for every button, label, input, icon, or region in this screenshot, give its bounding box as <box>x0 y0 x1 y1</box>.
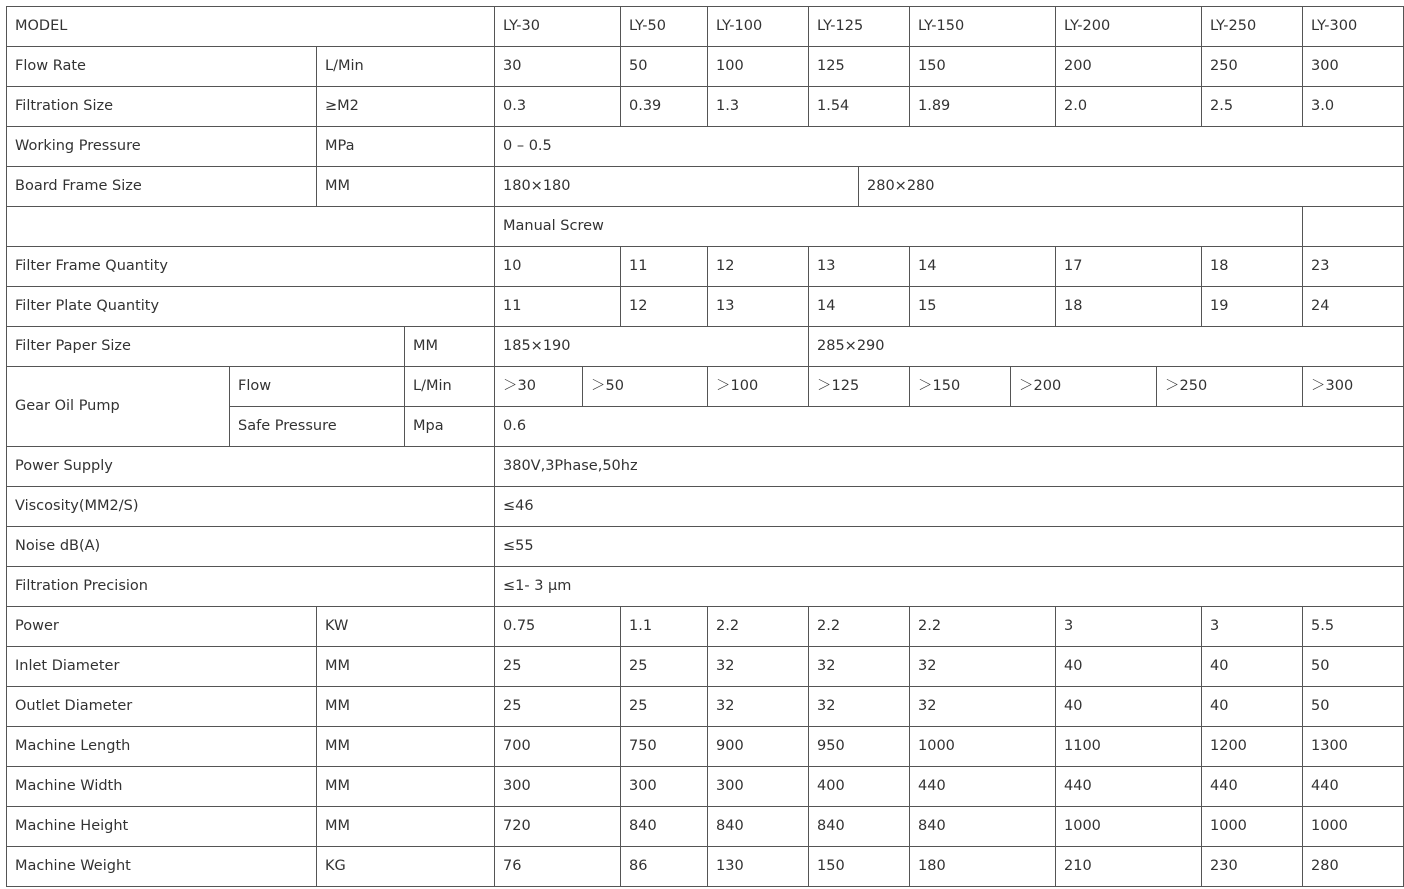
column-divider <box>620 6 621 47</box>
unit-cell: MPa <box>325 138 355 154</box>
working-pressure-label: Working Pressure <box>15 138 141 154</box>
column-divider <box>229 406 230 447</box>
column-divider <box>494 446 495 607</box>
column-divider <box>909 46 910 127</box>
inlet-diameter-label: Inlet Diameter <box>15 658 120 674</box>
machine-weight-label: Machine Weight <box>15 858 131 874</box>
value-cell: 1.54 <box>817 98 850 114</box>
column-divider <box>404 326 405 367</box>
value-cell: 32 <box>918 658 937 674</box>
column-divider <box>858 166 859 207</box>
value-cell: 25 <box>503 658 522 674</box>
column-divider <box>707 46 708 127</box>
column-divider <box>494 126 495 167</box>
column-divider <box>404 406 405 447</box>
row-divider <box>6 846 1404 847</box>
value-cell: 24 <box>1311 298 1330 314</box>
value-cell: 1.3 <box>716 98 740 114</box>
value-cell: 10 <box>503 258 522 274</box>
pressing-method-cell: Manual Screw <box>503 218 604 234</box>
unit-cell: MM <box>325 658 351 674</box>
pump-safe-pressure-label: Safe Pressure <box>238 418 337 434</box>
column-divider <box>316 166 317 207</box>
column-divider <box>1201 46 1202 127</box>
value-cell: 40 <box>1210 658 1229 674</box>
column-divider <box>909 6 910 47</box>
column-divider <box>707 606 708 887</box>
column-divider <box>494 326 495 367</box>
value-cell: 32 <box>716 698 735 714</box>
value-cell: 180 <box>918 858 946 874</box>
value-cell: 32 <box>817 658 836 674</box>
column-divider <box>620 46 621 127</box>
model-name-cell: LY-250 <box>1210 18 1257 34</box>
value-cell: 3.0 <box>1311 98 1335 114</box>
value-cell: 440 <box>918 778 946 794</box>
row-divider <box>6 486 1404 487</box>
value-cell: 840 <box>629 818 657 834</box>
value-cell: 150 <box>918 58 946 74</box>
value-cell: 12 <box>629 298 648 314</box>
value-cell: 11 <box>629 258 648 274</box>
value-cell: 300 <box>503 778 531 794</box>
row-divider <box>6 46 1404 47</box>
value-cell: 950 <box>817 738 845 754</box>
row-divider <box>6 686 1404 687</box>
row-divider <box>6 166 1404 167</box>
row-divider <box>229 406 1404 407</box>
value-cell: 125 <box>817 58 845 74</box>
model-header-label: MODEL <box>15 18 68 34</box>
column-divider <box>808 366 809 407</box>
filter-frame-quantity-label: Filter Frame Quantity <box>15 258 168 274</box>
filtration-size-label: Filtration Size <box>15 98 114 114</box>
unit-cell: MM <box>325 178 351 194</box>
value-cell: 17 <box>1064 258 1083 274</box>
column-divider <box>494 366 495 407</box>
column-divider <box>1302 206 1303 247</box>
value-cell: ＞150 <box>918 378 961 394</box>
value-cell: 25 <box>629 698 648 714</box>
value-cell: 2.2 <box>918 618 942 634</box>
column-divider <box>808 326 809 367</box>
column-divider <box>808 6 809 47</box>
column-divider <box>707 6 708 47</box>
value-cell: 0.3 <box>503 98 527 114</box>
board-frame-size-label: Board Frame Size <box>15 178 142 194</box>
value-cell: 1000 <box>1311 818 1348 834</box>
unit-cell: Mpa <box>413 418 444 434</box>
value-cell: 14 <box>918 258 937 274</box>
row-divider <box>6 86 1404 87</box>
value-cell: 440 <box>1311 778 1339 794</box>
row-divider <box>6 806 1404 807</box>
unit-cell: MM <box>325 778 351 794</box>
value-cell: 100 <box>716 58 744 74</box>
value-cell: 18 <box>1210 258 1229 274</box>
value-cell: 32 <box>817 698 836 714</box>
column-divider <box>808 606 809 887</box>
value-cell: 3 <box>1210 618 1220 634</box>
unit-cell: KG <box>325 858 346 874</box>
value-cell: 750 <box>629 738 657 754</box>
value-cell: 440 <box>1064 778 1092 794</box>
value-cell: ＞50 <box>591 378 624 394</box>
table-left-border <box>6 6 7 887</box>
value-cell: 1100 <box>1064 738 1101 754</box>
value-cell: 25 <box>629 658 648 674</box>
value-cell: 2.0 <box>1064 98 1088 114</box>
value-cell: ≤46 <box>503 498 534 514</box>
value-cell: 300 <box>1311 58 1339 74</box>
table-top-border <box>6 6 1404 7</box>
model-name-cell: LY-125 <box>817 18 864 34</box>
unit-cell: ≥M2 <box>325 98 359 114</box>
machine-width-label: Machine Width <box>15 778 123 794</box>
value-cell: 300 <box>716 778 744 794</box>
value-cell: 15 <box>918 298 937 314</box>
row-divider <box>6 606 1404 607</box>
value-cell: 230 <box>1210 858 1238 874</box>
column-divider <box>494 246 495 327</box>
column-divider <box>229 366 230 407</box>
value-cell: 1.1 <box>629 618 653 634</box>
machine-length-label: Machine Length <box>15 738 131 754</box>
column-divider <box>1302 366 1303 407</box>
model-name-cell: LY-100 <box>716 18 763 34</box>
value-cell: 50 <box>629 58 648 74</box>
column-divider <box>1010 366 1011 407</box>
row-divider <box>6 726 1404 727</box>
value-cell: 720 <box>503 818 531 834</box>
value-cell: 32 <box>716 658 735 674</box>
value-cell: 5.5 <box>1311 618 1335 634</box>
model-name-cell: LY-150 <box>918 18 965 34</box>
value-cell: ≤1- 3 μm <box>503 578 572 594</box>
model-name-cell: LY-30 <box>503 18 540 34</box>
column-divider <box>620 606 621 887</box>
value-cell: 2.2 <box>817 618 841 634</box>
value-cell: 210 <box>1064 858 1092 874</box>
column-divider <box>1302 246 1303 327</box>
value-cell: 0.6 <box>503 418 527 434</box>
value-cell: ＞30 <box>503 378 536 394</box>
power-label: Power <box>15 618 59 634</box>
value-cell: 200 <box>1064 58 1092 74</box>
row-divider <box>6 566 1404 567</box>
table-bottom-border <box>6 886 1404 887</box>
column-divider <box>494 6 495 47</box>
filter-paper-size-label: Filter Paper Size <box>15 338 131 354</box>
value-cell: 1000 <box>918 738 955 754</box>
filter-plate-quantity-label: Filter Plate Quantity <box>15 298 160 314</box>
value-cell: 40 <box>1064 698 1083 714</box>
value-cell: ＞300 <box>1311 378 1354 394</box>
value-cell: 1300 <box>1311 738 1348 754</box>
value-cell: 380V,3Phase,50hz <box>503 458 638 474</box>
value-cell: 2.5 <box>1210 98 1234 114</box>
flow-rate-label: Flow Rate <box>15 58 86 74</box>
value-cell: 13 <box>716 298 735 314</box>
value-cell: 13 <box>817 258 836 274</box>
row-divider <box>6 286 1404 287</box>
row-divider <box>6 646 1404 647</box>
column-divider <box>1302 46 1303 127</box>
value-cell: 12 <box>716 258 735 274</box>
value-cell: 1000 <box>1210 818 1247 834</box>
value-cell: 900 <box>716 738 744 754</box>
model-name-cell: LY-300 <box>1311 18 1358 34</box>
viscosity-label: Viscosity(MM2/S) <box>15 498 139 514</box>
column-divider <box>707 366 708 407</box>
column-divider <box>582 366 583 407</box>
value-cell: 0 – 0.5 <box>503 138 552 154</box>
value-cell: 300 <box>629 778 657 794</box>
machine-height-label: Machine Height <box>15 818 129 834</box>
column-divider <box>494 406 495 447</box>
value-cell: ＞250 <box>1165 378 1208 394</box>
unit-cell: KW <box>325 618 349 634</box>
column-divider <box>494 606 495 887</box>
column-divider <box>1302 6 1303 47</box>
value-cell: 840 <box>716 818 744 834</box>
value-cell: ＞200 <box>1019 378 1062 394</box>
value-cell: 840 <box>817 818 845 834</box>
column-divider <box>1055 6 1056 47</box>
row-divider <box>6 526 1404 527</box>
column-divider <box>1201 606 1202 887</box>
value-cell: 32 <box>918 698 937 714</box>
value-cell: 1000 <box>1064 818 1101 834</box>
unit-cell: MM <box>325 818 351 834</box>
column-divider <box>1055 46 1056 127</box>
value-cell: 19 <box>1210 298 1229 314</box>
value-cell: 0.39 <box>629 98 662 114</box>
value-cell: 25 <box>503 698 522 714</box>
value-cell: 250 <box>1210 58 1238 74</box>
column-divider <box>1201 6 1202 47</box>
row-divider <box>6 446 1404 447</box>
value-cell: 23 <box>1311 258 1330 274</box>
value-cell: 440 <box>1210 778 1238 794</box>
column-divider <box>620 246 621 327</box>
value-cell: 130 <box>716 858 744 874</box>
pump-flow-label: Flow <box>238 378 272 394</box>
model-name-cell: LY-50 <box>629 18 666 34</box>
column-divider <box>909 246 910 327</box>
column-divider <box>808 46 809 127</box>
value-cell: 40 <box>1064 658 1083 674</box>
value-cell: 50 <box>1311 658 1330 674</box>
value-cell: 1.89 <box>918 98 951 114</box>
value-cell: 3 <box>1064 618 1074 634</box>
row-divider <box>6 766 1404 767</box>
row-divider <box>6 326 1404 327</box>
value-cell: 840 <box>918 818 946 834</box>
row-divider <box>6 206 1404 207</box>
column-divider <box>1302 606 1303 887</box>
column-divider <box>494 206 495 247</box>
value-cell: 86 <box>629 858 648 874</box>
value-cell: 400 <box>817 778 845 794</box>
column-divider <box>909 606 910 887</box>
column-divider <box>494 46 495 127</box>
value-cell: 180×180 <box>503 178 571 194</box>
gear-oil-pump-label: Gear Oil Pump <box>15 398 120 414</box>
column-divider <box>316 46 317 127</box>
row-divider <box>6 366 1404 367</box>
column-divider <box>1201 246 1202 327</box>
column-divider <box>909 366 910 407</box>
value-cell: 40 <box>1210 698 1229 714</box>
column-divider <box>1055 606 1056 887</box>
value-cell: 30 <box>503 58 522 74</box>
unit-cell: MM <box>413 338 439 354</box>
value-cell: ≤55 <box>503 538 534 554</box>
noise-label: Noise dB(A) <box>15 538 101 554</box>
value-cell: 700 <box>503 738 531 754</box>
power-supply-label: Power Supply <box>15 458 113 474</box>
filtration-precision-label: Filtration Precision <box>15 578 148 594</box>
model-name-cell: LY-200 <box>1064 18 1111 34</box>
column-divider <box>808 246 809 327</box>
column-divider <box>1055 246 1056 327</box>
unit-cell: L/Min <box>325 58 364 74</box>
value-cell: 280×280 <box>867 178 935 194</box>
value-cell: 11 <box>503 298 522 314</box>
column-divider <box>1156 366 1157 407</box>
column-divider <box>316 606 317 887</box>
value-cell: 1200 <box>1210 738 1247 754</box>
column-divider <box>707 246 708 327</box>
value-cell: 280 <box>1311 858 1339 874</box>
value-cell: 285×290 <box>817 338 885 354</box>
value-cell: 150 <box>817 858 845 874</box>
value-cell: 14 <box>817 298 836 314</box>
value-cell: 2.2 <box>716 618 740 634</box>
value-cell: 50 <box>1311 698 1330 714</box>
unit-cell: MM <box>325 738 351 754</box>
value-cell: 0.75 <box>503 618 536 634</box>
column-divider <box>316 126 317 167</box>
column-divider <box>404 366 405 407</box>
unit-cell: MM <box>325 698 351 714</box>
outlet-diameter-label: Outlet Diameter <box>15 698 133 714</box>
row-divider <box>6 126 1404 127</box>
value-cell: ＞125 <box>817 378 860 394</box>
value-cell: 76 <box>503 858 522 874</box>
unit-cell: L/Min <box>413 378 452 394</box>
value-cell: 18 <box>1064 298 1083 314</box>
row-divider <box>6 246 1404 247</box>
column-divider <box>494 166 495 207</box>
value-cell: 185×190 <box>503 338 571 354</box>
value-cell: ＞100 <box>716 378 759 394</box>
